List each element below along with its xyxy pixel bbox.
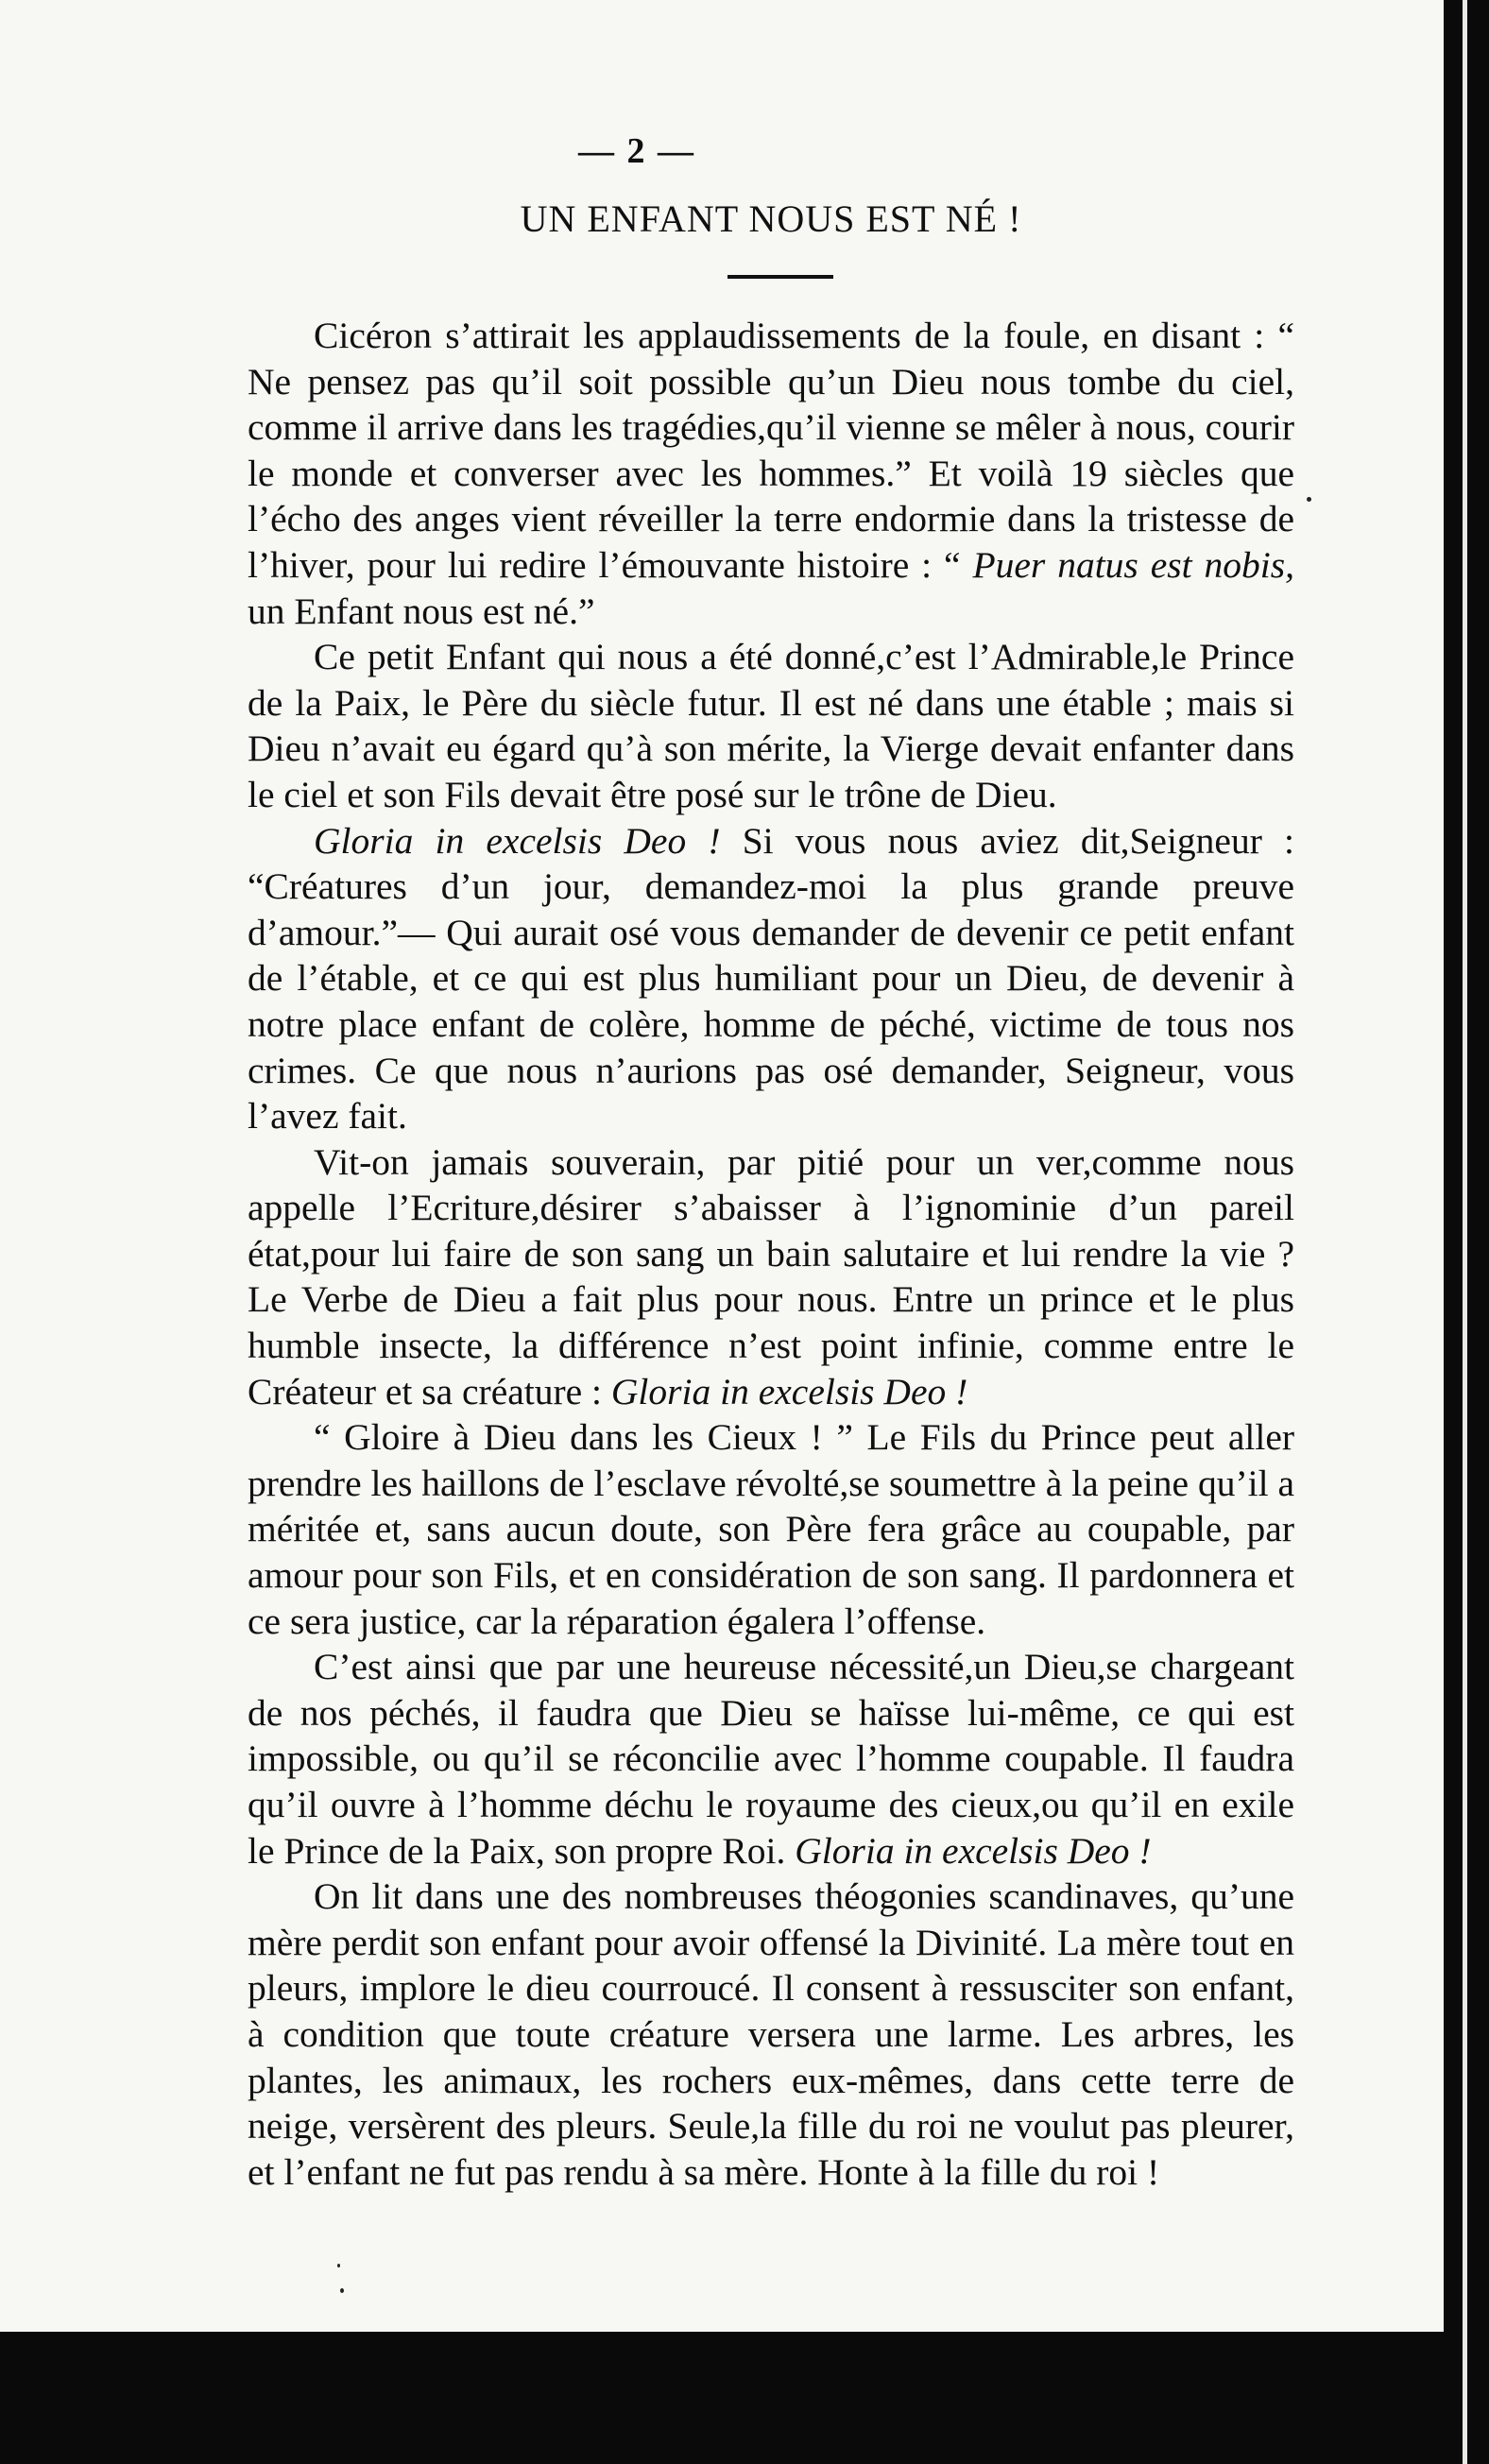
paragraph-5: “ Gloire à Dieu dans les Cieux ! ” Le Fils du Prince peut aller prendre les haillons de l’esclave révolté,se soumettre à la peine qu’il a méritée et, sans aucun doute, son Père fera grâce au coupable, par amour pour son Fils, et en considération de son sang. Il pardonnera et ce sera justice, car la réparation égalera l’offense. bbox=[248, 1416, 1294, 1642]
page-edge bbox=[1463, 0, 1467, 2464]
paragraph-6: C’est ainsi que par une heureuse nécessité,un Dieu,se chargeant de nos péchés, il faudra que Dieu se haïsse lui-même, ce qui est impossible, ou qu’il se réconcilie avec l’homme coupable. Il faudra qu’il ouvre à l’homme déchu le royaume des cieux,ou qu’il en exile le Prince de la Paix, son propre Roi. Gloria in excelsis Deo ! bbox=[248, 1646, 1294, 1872]
text-block bbox=[248, 130, 1294, 2195]
paragraph-7: On lit dans une des nombreuses théogonies scandinaves, qu’une mère perdit son enfant pour avoir offensé la Divinité. La mère tout en pleurs, implore le dieu courroucé. Il consent à ressusciter son enfant, à condition que toute créature versera une larme. Les arbres, les plantes, les animaux, les rochers eux-mêmes, dans cette terre de neige, versèrent des pleurs. Seule,la fille du roi ne voulut pas pleurer, et l’enfant ne fut pas rendu à sa mère. Honte à la fille du roi ! bbox=[248, 1875, 1294, 2193]
scan-speck bbox=[337, 2264, 340, 2267]
page-number: — 2 — bbox=[578, 131, 695, 171]
paragraph-3: Gloria in excelsis Deo ! Si vous nous aviez dit,Seigneur : “Créatures d’un jour, demandez-moi la plus grande preuve d’amour.”— Qui aurait osé vous demander de devenir ce petit enfant de l’étable, et ce qui est plus humiliant pour un Dieu, de devenir à notre place enfant de colère, homme de péché, victime de tous nos crimes. Ce que nous n’aurions pas osé demander, Seigneur, vous l’avez fait. bbox=[248, 819, 1294, 1138]
page-title: UN ENFANT NOUS EST NÉ ! bbox=[520, 197, 1022, 240]
paragraph-1: Cicéron s’attirait les applaudissements de la foule, en disant : “ Ne pensez pas qu’il soit possible qu’un Dieu nous tombe du ciel, comme il arrive dans les tragédies,qu’il vienne se mêler à nous, courir le monde et converser avec les hommes.” Et voilà 19 siècles que l’écho des anges vient réveiller la terre endormie dans la tristesse de l’hiver, pour lui redire l’émouvante histoire : “ Puer natus est nobis, un Enfant nous est né.” bbox=[248, 315, 1294, 632]
paragraph-2: Ce petit Enfant qui nous a été donné,c’est l’Admirable,le Prince de la Paix, le Père du siècle futur. Il est né dans une étable ; mais si Dieu n’avait eu égard qu’à son mérite, la Vierge devait enfanter dans le ciel et son Fils devait être posé sur le trône de Dieu. bbox=[248, 636, 1294, 815]
title-divider bbox=[727, 275, 833, 279]
scan-speck bbox=[1307, 497, 1311, 502]
paragraph-4: Vit-on jamais souverain, par pitié pour un ver,comme nous appelle l’Ecriture,désirer s’abaisser à l’ignominie d’un pareil état,pour lui faire de son sang un bain salutaire et lui rendre la vie ? Le Verbe de Dieu a fait plus pour nous. Entre un prince et le plus humble insecte, la différence n’est point infinie, comme entre le Créateur et sa créature : Gloria in excelsis Deo ! bbox=[248, 1140, 1294, 1412]
scan-speck bbox=[340, 2288, 344, 2293]
